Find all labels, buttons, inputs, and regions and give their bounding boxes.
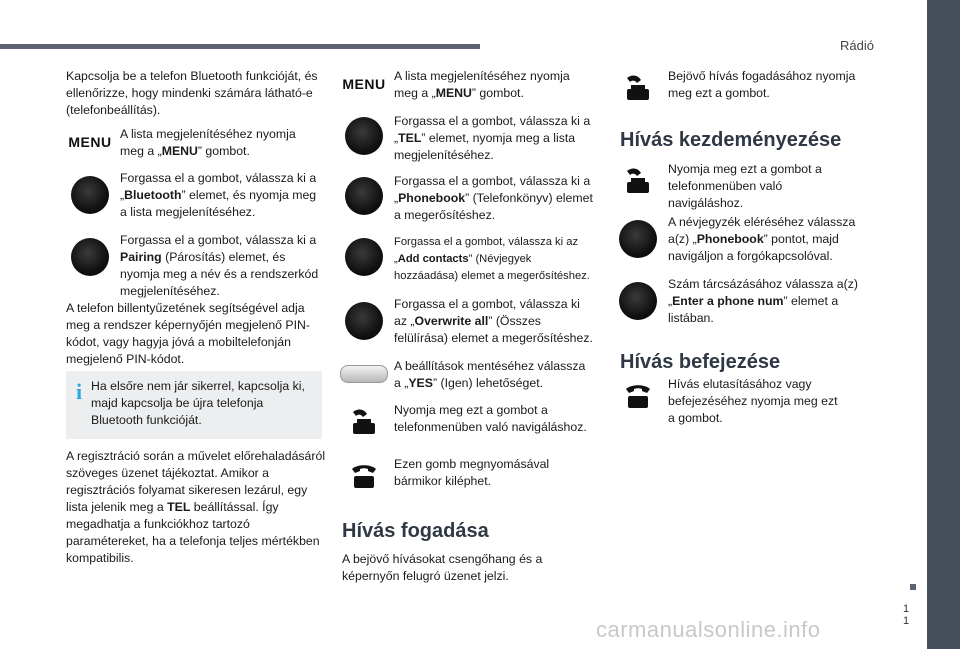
step-row — [340, 402, 602, 436]
phone-pickup-icon — [614, 161, 662, 195]
phone-pickup-icon — [614, 68, 662, 102]
phone-pickup-icon — [340, 402, 388, 436]
step-row — [340, 113, 602, 164]
knob-icon — [340, 173, 388, 215]
section-title: Rádió — [840, 38, 874, 53]
step-text: Forgassa el a gombot, válassza ki az „Add contacts” (Névjegyek hozzáadása) elemet a megerősítéshez. — [394, 236, 590, 282]
page-number-digit: 1 — [902, 615, 910, 627]
continue-marker — [910, 584, 916, 590]
step-text: A névjegyzék eléréséhez válassza a(z) „Phonebook” pontot, majd navigáljon a forgókapcsolóval. — [668, 215, 856, 263]
step-row — [614, 376, 884, 427]
step-text: Forgassa el a gombot, válassza ki a „Bluetooth” elemet, és nyomja meg a lista megjelenítéséhez. — [120, 171, 317, 219]
step-text: Nyomja meg ezt a gombot a telefonmenüben való navigáláshoz. — [394, 403, 587, 434]
info-text: Ha elsőre nem jár sikerrel, kapcsolja ki, majd kapcsolja be újra telefonja Bluetooth funkcióját. — [91, 379, 305, 427]
step-text: Forgassa el a gombot, válassza ki a „TEL” elemet, nyomja meg a lista megjelenítéséhez. — [394, 114, 591, 162]
pill-button-icon — [340, 358, 388, 383]
step-row — [66, 126, 326, 160]
phone-hangup-icon — [614, 376, 662, 410]
step-row — [340, 358, 602, 392]
menu-button-label: MENU — [68, 134, 112, 150]
knob-icon — [614, 276, 662, 320]
step-row — [614, 161, 884, 212]
step-text: Bejövő hívás fogadásához nyomja meg ezt a gombot. — [668, 69, 856, 100]
step-row — [614, 276, 884, 327]
step-text: A lista megjelenítéséhez nyomja meg a „MENU” gombot. — [394, 69, 570, 100]
knob-icon — [66, 232, 114, 276]
step-text: Nyomja meg ezt a gombot a telefonmenüben való navigáláshoz. — [668, 162, 822, 210]
knob-icon — [340, 234, 388, 276]
knob-icon — [340, 296, 388, 340]
step-row — [66, 170, 326, 221]
watermark: carmanualsonline.info — [596, 617, 821, 642]
pin-paragraph: A telefon billentyűzetének segítségével adja meg a rendszer képernyőjén megjelenő PIN-kódot, vagy hagyja jóvá a mobiltelefonján megjelenő PIN-kódot. — [66, 301, 311, 366]
step-row — [66, 232, 326, 300]
phone-hangup-icon — [340, 456, 388, 490]
heading-make-call: Hívás kezdeményezése — [620, 129, 842, 151]
step-text: Ezen gomb megnyomásával bármikor kiléphet. — [394, 457, 550, 488]
heading-receive-call: Hívás fogadása — [342, 520, 489, 542]
step-text: Forgassa el a gombot, válassza ki a „Phonebook” (Telefonkönyv) elemet a megerősítéshez. — [394, 174, 593, 222]
registration-paragraph: A regisztráció során a művelet előrehaladásáról szöveges üzenet tájékoztat. Amikor a regisztrációs folyamat sikeresen lezárul, egy lista jelenik meg a TEL beállítással. Így megadhatja a funkciókhoz tartozó paramétereket, ha a telefonja teljes mértékben kompatibilis. — [66, 449, 326, 565]
step-row — [340, 456, 602, 490]
step-text: Szám tárcsázásához válassza a(z) „Enter a phone num” elemet a listában. — [668, 277, 858, 325]
step-row — [340, 173, 602, 224]
step-row — [340, 296, 602, 347]
menu-button-label: MENU — [342, 76, 386, 92]
knob-icon — [614, 214, 662, 258]
menu-button-icon — [340, 68, 388, 92]
step-text: A beállítások mentéséhez válassza a „YES” (Igen) lehetőséget. — [394, 359, 586, 390]
step-row — [340, 234, 602, 285]
knob-icon — [66, 170, 114, 214]
heading-end-call: Hívás befejezése — [620, 351, 781, 373]
step-row — [614, 68, 884, 102]
step-row — [340, 68, 602, 102]
intro-paragraph: Kapcsolja be a telefon Bluetooth funkcióját, és ellenőrizze, hogy mindenki számára látható-e (telefonbeállítás). — [66, 69, 318, 117]
knob-icon — [340, 113, 388, 155]
step-text: Forgassa el a gombot, válassza ki az „Overwrite all” (Összes felülírása) elemet a megerősítéshez. — [394, 297, 593, 345]
step-text: Hívás elutasításához vagy befejezéséhez nyomja meg ezt a gombot. — [668, 377, 838, 425]
menu-button-icon — [66, 126, 114, 150]
info-icon: i — [76, 379, 83, 404]
step-text: Forgassa el a gombot, válassza ki a Pairing (Párosítás) elemet, és nyomja meg a név és a rendszerkód megjelenítéséhez. — [120, 233, 319, 298]
header-rule — [0, 44, 480, 49]
step-text: A lista megjelenítéséhez nyomja meg a „MENU” gombot. — [120, 127, 296, 158]
receive-call-paragraph: A bejövő hívásokat csengőhang és a képernyőn felugró üzenet jelzi. — [342, 552, 543, 583]
page-number — [892, 603, 920, 627]
step-row — [614, 214, 884, 265]
page-number-digit: 1 — [902, 603, 910, 615]
info-box — [66, 371, 322, 439]
page-sidebar — [927, 0, 960, 649]
